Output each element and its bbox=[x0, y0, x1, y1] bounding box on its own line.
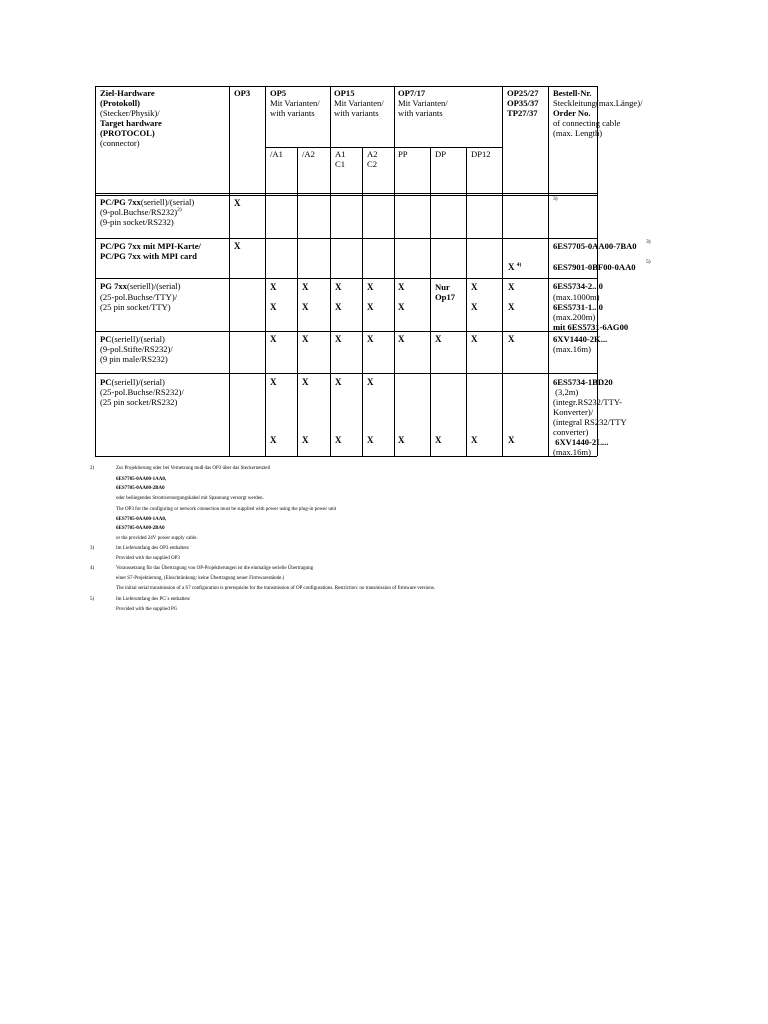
footnote-text: Im Lieferumfang des OP3 enthalten/ bbox=[116, 546, 190, 551]
footnote-text: Provided with the supplied OP3 bbox=[116, 556, 180, 561]
compat-mark: X bbox=[367, 302, 374, 312]
compat-mark: X bbox=[508, 282, 515, 292]
header-text: with variants bbox=[398, 108, 443, 118]
row-label: (9 pin male/RS232) bbox=[100, 354, 168, 364]
footnote-number: 3) bbox=[90, 546, 95, 551]
compat-mark: X bbox=[471, 302, 478, 312]
compat-mark: X bbox=[471, 435, 478, 445]
footnote-text: or the provided 24V power supply cable. bbox=[116, 536, 198, 541]
header-text: OP35/37 bbox=[507, 98, 539, 108]
row-label: PC/PG 7xx(seriell)/(serial) bbox=[100, 197, 195, 207]
compat-mark: X bbox=[471, 282, 478, 292]
compat-mark: X bbox=[302, 282, 309, 292]
compat-mark: X bbox=[270, 282, 277, 292]
compat-mark: X bbox=[367, 282, 374, 292]
order-note: Konverter)/ bbox=[553, 407, 594, 417]
row-label: (25-pol.Buchse/TTY)/ bbox=[100, 292, 178, 302]
subheader-dp12: DP12 bbox=[471, 149, 491, 159]
order-number: 6ES5734-1BD20 bbox=[553, 377, 613, 387]
header-text: OP5 bbox=[270, 88, 287, 98]
row-label: (9-pin socket/RS232) bbox=[100, 217, 174, 227]
header-text: OP25/27 bbox=[507, 88, 539, 98]
order-note: converter) bbox=[553, 427, 589, 437]
compat-mark: X bbox=[471, 334, 478, 344]
footnote-text: Zur Projektierung oder bei Vernetzung muß das OP3 über das Steckernetzteil bbox=[116, 466, 271, 471]
header-text: Steckleitung(max.Länge)/ bbox=[553, 98, 643, 108]
row-label: PC/PG 7xx with MPI card bbox=[100, 251, 197, 261]
compat-mark: X bbox=[302, 377, 309, 387]
compat-mark: X bbox=[335, 334, 342, 344]
compat-mark: X $^{4)}$ bbox=[508, 262, 522, 272]
row-label: (25 pin socket/RS232) bbox=[100, 397, 178, 407]
header-text: Bestell-Nr. bbox=[553, 88, 592, 98]
header-text: of connecting cable bbox=[553, 118, 621, 128]
compat-mark: X bbox=[435, 435, 442, 445]
header-text: Ziel-Hardware bbox=[100, 88, 155, 98]
compat-mark: X bbox=[435, 334, 442, 344]
header-text: (max. Length) bbox=[553, 128, 603, 138]
subheader-pp: PP bbox=[398, 149, 408, 159]
compat-mark: X bbox=[398, 302, 405, 312]
compat-mark: X bbox=[335, 282, 342, 292]
order-note: (integral RS232/TTY bbox=[553, 417, 627, 427]
compat-mark: X bbox=[302, 334, 309, 344]
order-length: (3,2m) bbox=[553, 387, 579, 397]
footnote-text: The initial serial transmission of a S7 configuration is prerequisite for the transmission of OP configurations. Restriction: no transmission of firmware versions. bbox=[116, 586, 436, 591]
compat-mark: X bbox=[508, 302, 515, 312]
compat-mark: X bbox=[234, 198, 241, 208]
compat-mark: X bbox=[367, 435, 374, 445]
header-text: Mit Varianten/ bbox=[334, 98, 384, 108]
note-nur-op17: Nur bbox=[435, 282, 450, 292]
compat-mark: X bbox=[398, 334, 405, 344]
compat-mark: X bbox=[270, 377, 277, 387]
order-length: (max.16m) bbox=[553, 344, 591, 354]
footnote-number: 5) bbox=[90, 597, 95, 602]
footnote-number: 2) bbox=[90, 466, 95, 471]
order-number: 6XV1440-2L... bbox=[553, 437, 609, 447]
footnote-text: oder beiliegendes Stromversorgungskabel mit Spannung versorgt werden. bbox=[116, 496, 264, 501]
footnote-text: 6ES7705-0AA00-1AA0, bbox=[116, 517, 167, 522]
order-number: 6ES5731-1...0 bbox=[553, 302, 603, 312]
compat-mark: X bbox=[302, 302, 309, 312]
compat-mark: X bbox=[335, 377, 342, 387]
header-text: Order No. bbox=[553, 108, 591, 118]
header-text: Target hardware bbox=[100, 118, 162, 128]
row-label: (25-pol.Buchse/RS232)/ bbox=[100, 387, 184, 397]
footnote-text: Im Lieferumfang des PG`s enthalten/ bbox=[116, 597, 191, 602]
compat-mark: X bbox=[398, 435, 405, 445]
subheader-a1c1: C1 bbox=[335, 159, 346, 169]
compat-mark: X bbox=[508, 334, 515, 344]
order-length: (max.16m) bbox=[553, 447, 591, 457]
header-text: TP27/37 bbox=[507, 108, 538, 118]
compat-mark: X bbox=[335, 435, 342, 445]
order-length: (max.200m) bbox=[553, 312, 596, 322]
header-text: Mit Varianten/ bbox=[398, 98, 448, 108]
subheader-a2c2: C2 bbox=[367, 159, 378, 169]
row-label: (25 pin socket/TTY) bbox=[100, 302, 171, 312]
footnote-text: The OP3 for the configuring or network connection must be supplied with power using the plug-in power unit bbox=[116, 507, 337, 512]
compat-mark: X bbox=[398, 282, 405, 292]
order-number: 6ES7705-0AA00-7BA0 bbox=[553, 241, 637, 251]
footnote-text: 6ES7705-0AA00-1AA0, bbox=[116, 477, 167, 482]
header-text: with variants bbox=[270, 108, 315, 118]
subheader-a2: /A2 bbox=[302, 149, 315, 159]
row-label: (9-pol.Buchse/RS232)$^{2)}$ bbox=[100, 207, 182, 217]
compat-mark: X bbox=[270, 435, 277, 445]
order-footnote: 3) bbox=[646, 239, 651, 246]
subheader-a1: /A1 bbox=[270, 149, 283, 159]
compat-mark: X bbox=[367, 377, 374, 387]
order-number: 6XV1440-2K... bbox=[553, 334, 608, 344]
row-label: PC(seriell)/(serial) bbox=[100, 377, 165, 387]
row-label: PC(seriell)/(serial) bbox=[100, 334, 165, 344]
footnote-text: Voraussetzung für das Übertragung von OP-Projektierungen ist die einmalige serielle Übertragung bbox=[116, 566, 314, 571]
compat-mark: X bbox=[367, 334, 374, 344]
row-label: PG 7xx(seriell)/(serial) bbox=[100, 281, 181, 291]
compat-mark: X bbox=[270, 334, 277, 344]
header-text: (Protokoll) bbox=[100, 98, 140, 108]
compat-mark: X bbox=[302, 435, 309, 445]
header-text: (PROTOCOL) bbox=[100, 128, 155, 138]
header-text: Mit Varianten/ bbox=[270, 98, 320, 108]
order-length: (max.1000m) bbox=[553, 292, 600, 302]
compat-mark: X bbox=[270, 302, 277, 312]
compat-mark: X bbox=[508, 435, 515, 445]
footnote-text: 6ES7705-0AA00-2BA0 bbox=[116, 526, 165, 531]
order-note: (integr.RS232/TTY- bbox=[553, 397, 622, 407]
compat-mark: X bbox=[234, 241, 241, 251]
note-nur-op17: Op17 bbox=[435, 292, 456, 302]
header-text: OP15 bbox=[334, 88, 355, 98]
order-number: 6ES5734-2...0 bbox=[553, 281, 603, 291]
order-footnote: 3) bbox=[553, 196, 558, 203]
compat-mark: X bbox=[335, 302, 342, 312]
subheader-a1c1: A1 bbox=[335, 149, 346, 159]
order-footnote: 5) bbox=[646, 259, 651, 266]
footnote-text: 6ES7705-0AA00-2BA0 bbox=[116, 486, 165, 491]
subheader-dp: DP bbox=[435, 149, 446, 159]
footnote-text: einer S7-Projektierung, (Einschränkung: keine Übertragung neuer Firmwarestände.) bbox=[116, 576, 285, 581]
row-label: (9-pol.Stifte/RS232)/ bbox=[100, 344, 173, 354]
footnote-text: Provided with the supplied PG bbox=[116, 607, 178, 612]
subheader-a2c2: A2 bbox=[367, 149, 378, 159]
header-text: (connector) bbox=[100, 138, 140, 148]
order-number: 6ES7901-0BF00-0AA0 bbox=[553, 262, 636, 272]
header-op3: OP3 bbox=[234, 88, 251, 98]
footnote-number: 4) bbox=[90, 566, 95, 571]
row-label: PC/PG 7xx mit MPI-Karte/ bbox=[100, 241, 201, 251]
header-text: OP7/17 bbox=[398, 88, 426, 98]
header-text: (Stecker/Physik)/ bbox=[100, 108, 160, 118]
header-text: with variants bbox=[334, 108, 379, 118]
order-number: mit 6ES5731-6AG00 bbox=[553, 322, 629, 332]
